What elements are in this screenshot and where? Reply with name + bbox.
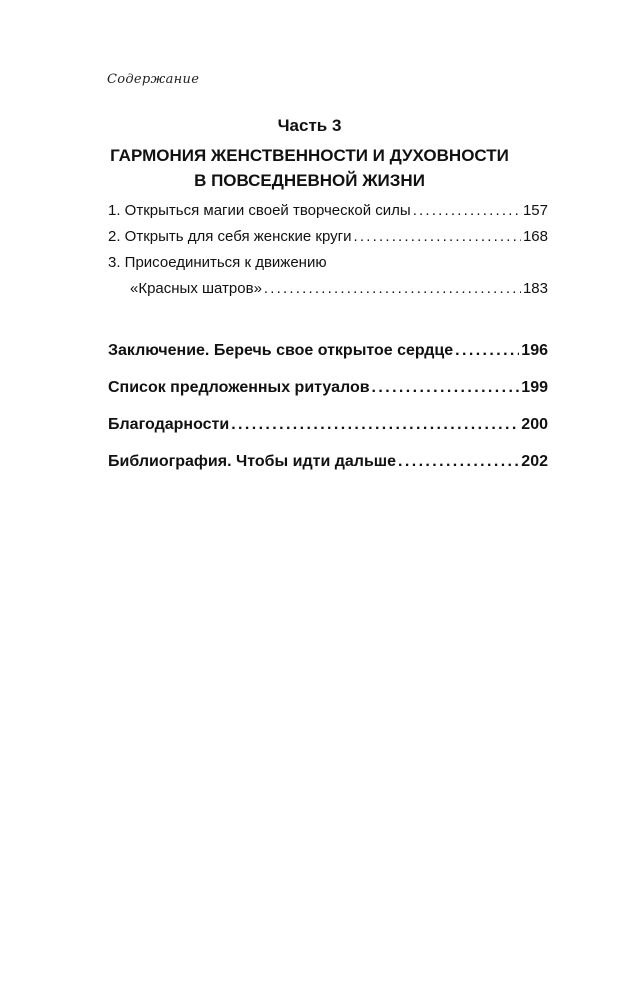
chapter-list (108, 198, 548, 302)
toc-entry-label-line-1: 3. Присоединиться к движению (108, 254, 327, 271)
part-title-line-1: ГАРМОНИЯ ЖЕНСТВЕННОСТИ И ДУХОВНОСТИ (110, 146, 509, 165)
part-label: Часть 3 (277, 116, 342, 135)
dot-leader (264, 276, 521, 302)
toc-entry-rituals[interactable] (108, 379, 548, 416)
section-list (108, 342, 548, 490)
toc-page-number: 200 (521, 416, 548, 433)
toc-entry-label: 2. Открыть для себя женские круги (108, 228, 352, 245)
toc-page-number: 157 (522, 202, 548, 219)
toc-page-number: 199 (521, 379, 548, 396)
part-title (0, 143, 619, 193)
dot-leader (372, 379, 520, 397)
toc-entry-bibliography[interactable] (108, 453, 548, 490)
running-head: Содержание (107, 72, 200, 87)
toc-entry-label: Благодарности (108, 416, 230, 433)
toc-entry-chapter-3[interactable] (108, 250, 548, 302)
toc-page-number: 168 (522, 228, 548, 245)
toc-entry-chapter-1[interactable] (108, 198, 548, 224)
dot-leader (413, 198, 521, 224)
toc-entry-chapter-2[interactable] (108, 224, 548, 250)
toc-entry-label: Список предложенных ритуалов (108, 379, 370, 396)
dot-leader (353, 224, 520, 250)
toc-page-number: 196 (521, 342, 548, 359)
dot-leader (398, 453, 519, 471)
toc-entry-label: Заключение. Беречь свое открытое сердце (108, 342, 454, 359)
toc-entry-label-line-2: «Красных шатров» (130, 280, 262, 297)
toc-page-number: 202 (521, 453, 548, 470)
toc-entry-label: Библиография. Чтобы идти дальше (108, 453, 397, 470)
dot-leader (231, 416, 519, 434)
toc-entry-label: 1. Открыться магии своей творческой силы (108, 202, 411, 219)
toc-entry-acknowledgements[interactable] (108, 416, 548, 453)
toc-page-number: 183 (522, 280, 548, 297)
dot-leader (455, 342, 519, 360)
part-title-line-2: В ПОВСЕДНЕВНОЙ ЖИЗНИ (194, 171, 425, 190)
toc-entry-conclusion[interactable] (108, 342, 548, 379)
